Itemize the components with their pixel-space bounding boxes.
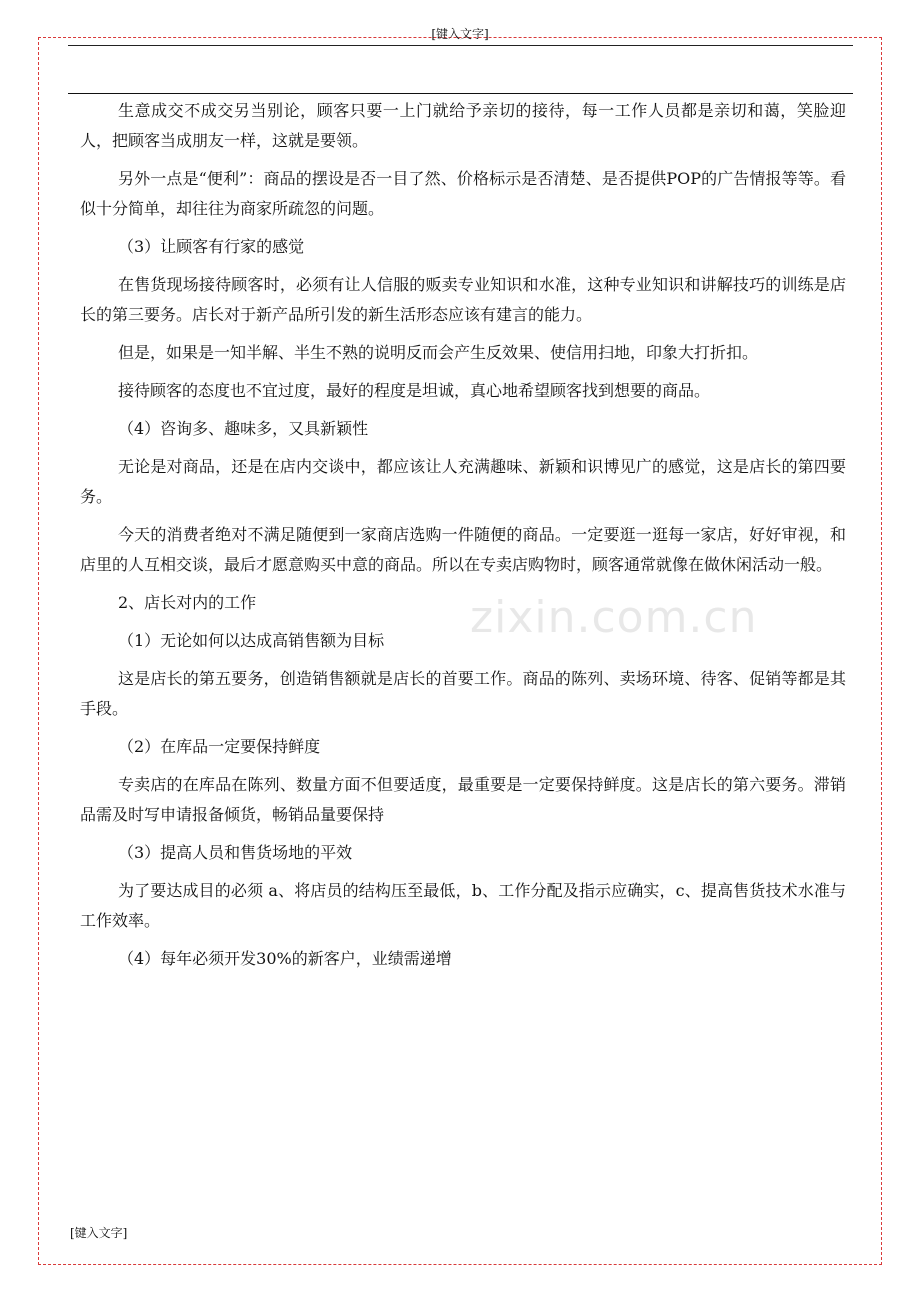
- paragraph: 在售货现场接待顾客时，必须有让人信服的贩卖专业知识和水准，这种专业知识和讲解技巧的训练是店长的第三要务。店长对于新产品所引发的新生活形态应该有建言的能力。: [80, 275, 846, 324]
- section-heading: （4）咨询多、趣味多，又具新颖性: [118, 419, 369, 438]
- paragraph: 这是店长的第五要务，创造销售额就是店长的首要工作。商品的陈列、卖场环境、待客、促销等都是其手段。: [80, 669, 846, 718]
- section-heading: （3）让顾客有行家的感觉: [118, 237, 305, 256]
- paragraph: 接待顾客的态度也不宜过度，最好的程度是坦诚，真心地希望顾客找到想要的商品。: [118, 381, 711, 400]
- paragraph: 为了要达成目的必须 a、将店员的结构压至最低，b、工作分配及指示应确实，c、提高售货技术水准与工作效率。: [80, 881, 846, 930]
- paragraph: 生意成交不成交另当别论，顾客只要一上门就给予亲切的接待，每一工作人员都是亲切和蔼，笑脸迎人，把顾客当成朋友一样，这就是要领。: [80, 101, 846, 150]
- section-heading: （2）在库品一定要保持鲜度: [118, 737, 321, 756]
- section-heading: （3）提高人员和售货场地的平效: [118, 843, 353, 862]
- section-heading: （4）每年必须开发30%的新客户，业绩需递增: [118, 949, 452, 968]
- paragraph: 另外一点是“便利”：商品的摆设是否一目了然、价格标示是否清楚、是否提供POP的广告情报等等。看似十分简单，却往往为商家所疏忽的问题。: [80, 169, 846, 218]
- footer-placeholder[interactable]: [键入文字]: [70, 1226, 128, 1240]
- watermark: zixin.com.cn: [470, 592, 758, 643]
- paragraph: 无论是对商品，还是在店内交谈中，都应该让人充满趣味、新颖和识博见广的感觉，这是店长的第四要务。: [80, 457, 846, 506]
- paragraph: 今天的消费者绝对不满足随便到一家商店选购一件随便的商品。一定要逛一逛每一家店，好好审视，和店里的人互相交谈，最后才愿意购买中意的商品。所以在专卖店购物时，顾客通常就像在做休闲活动一般。: [80, 525, 846, 574]
- section-heading: （1）无论如何以达成高销售额为目标: [118, 631, 385, 650]
- header-rule: [68, 45, 853, 46]
- paragraph: 专卖店的在库品在陈列、数量方面不但要适度，最重要是一定要保持鲜度。这是店长的第六要务。滞销品需及时写申请报备倾货，畅销品量要保持: [80, 775, 846, 824]
- header-rule-bottom: [68, 93, 853, 94]
- section-heading: 2、店长对内的工作: [118, 593, 257, 612]
- document-body: [80, 96, 846, 974]
- paragraph: 但是，如果是一知半解、半生不熟的说明反而会产生反效果、使信用扫地，印象大打折扣。: [118, 343, 759, 362]
- header-placeholder[interactable]: [键入文字]: [431, 27, 489, 41]
